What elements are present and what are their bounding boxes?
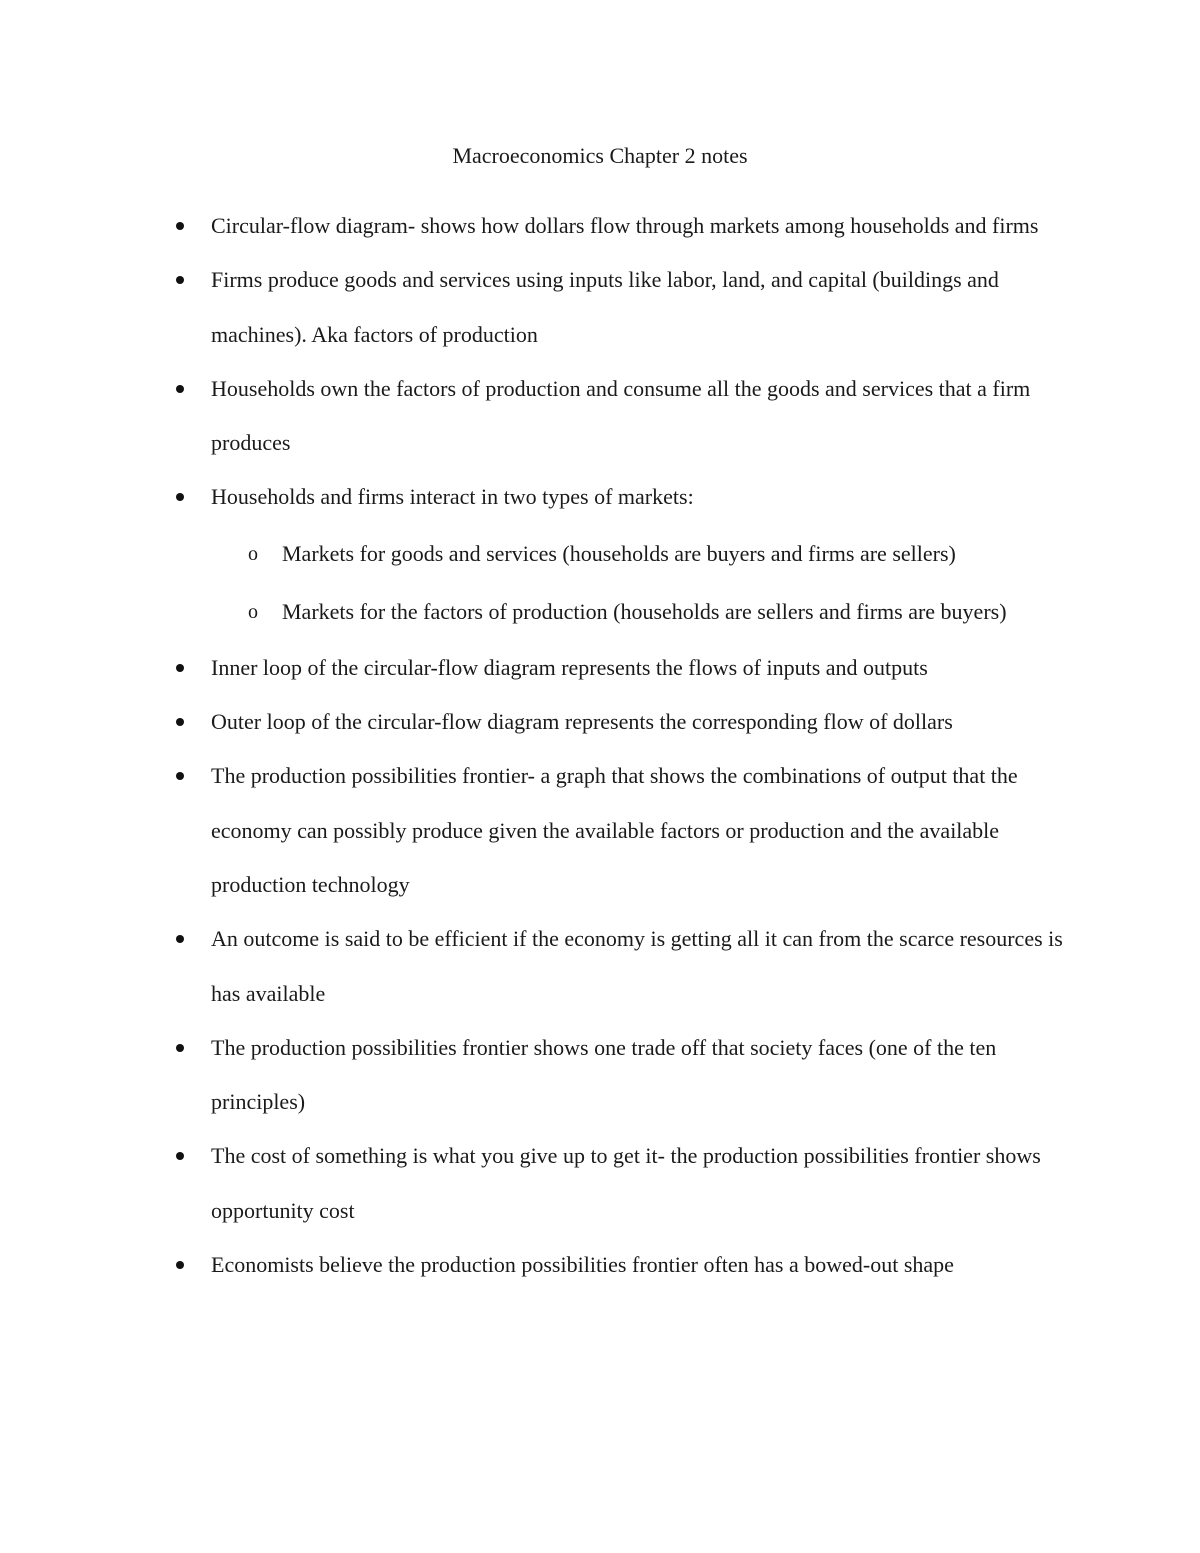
notes-list <box>0 199 1200 1292</box>
bullet-icon <box>176 222 184 230</box>
sub-list-item-text: Markets for the factors of production (households are sellers and firms are buyers) <box>282 598 1007 624</box>
list-item <box>0 1021 1071 1130</box>
list-item <box>0 1129 1071 1238</box>
list-item-text: Inner loop of the circular-flow diagram represents the flows of inputs and outputs <box>211 654 928 680</box>
sub-list-item <box>0 525 1082 583</box>
list-item <box>0 362 1071 471</box>
sub-list-item-text: Markets for goods and services (households are buyers and firms are sellers) <box>282 540 956 566</box>
list-item-text: Firms produce goods and services using inputs like labor, land, and capital (buildings and machines). Aka factors of production <box>211 267 999 347</box>
bullet-icon <box>176 935 184 943</box>
list-item <box>0 253 1071 362</box>
bullet-icon <box>176 385 184 393</box>
bullet-icon <box>176 1261 184 1269</box>
document-title: Macroeconomics Chapter 2 notes <box>452 143 748 168</box>
bullet-icon <box>176 664 184 672</box>
list-item-text: An outcome is said to be efficient if the economy is getting all it can from the scarce resources is has available <box>211 926 1063 1006</box>
hollow-bullet-icon: o <box>248 542 258 565</box>
list-item-text: The production possibilities frontier- a graph that shows the combinations of output that the economy can possibly produce given the available factors or production and the available production technology <box>211 763 1018 897</box>
list-item <box>0 695 1071 749</box>
list-item <box>0 641 1071 695</box>
bullet-icon <box>176 1044 184 1052</box>
list-item-text: Economists believe the production possibilities frontier often has a bowed-out shape <box>211 1252 954 1278</box>
list-item-text: Households own the factors of production and consume all the goods and services that a firm produces <box>211 375 1031 456</box>
list-item-text: Households and firms interact in two types of markets: <box>211 484 694 510</box>
bullet-icon <box>176 1152 184 1160</box>
list-item <box>0 749 1071 912</box>
list-item-text: Outer loop of the circular-flow diagram represents the corresponding flow of dollars <box>211 709 953 735</box>
list-item <box>0 470 1071 524</box>
list-item <box>0 1238 1071 1292</box>
list-item <box>0 199 1071 253</box>
list-item-text: Circular-flow diagram- shows how dollars flow through markets among households and firms <box>211 213 1039 238</box>
bullet-icon <box>176 772 184 780</box>
list-item-text: The production possibilities frontier shows one trade off that society faces (one of the ten principles) <box>211 1034 997 1115</box>
list-item-text: The cost of something is what you give up to get it- the production possibilities frontier shows opportunity cost <box>211 1143 1041 1223</box>
bullet-icon <box>176 718 184 726</box>
hollow-bullet-icon: o <box>248 600 258 623</box>
sub-list-item <box>0 583 1082 641</box>
bullet-icon <box>176 493 184 501</box>
bullet-icon <box>176 276 184 284</box>
list-item <box>0 912 1071 1021</box>
